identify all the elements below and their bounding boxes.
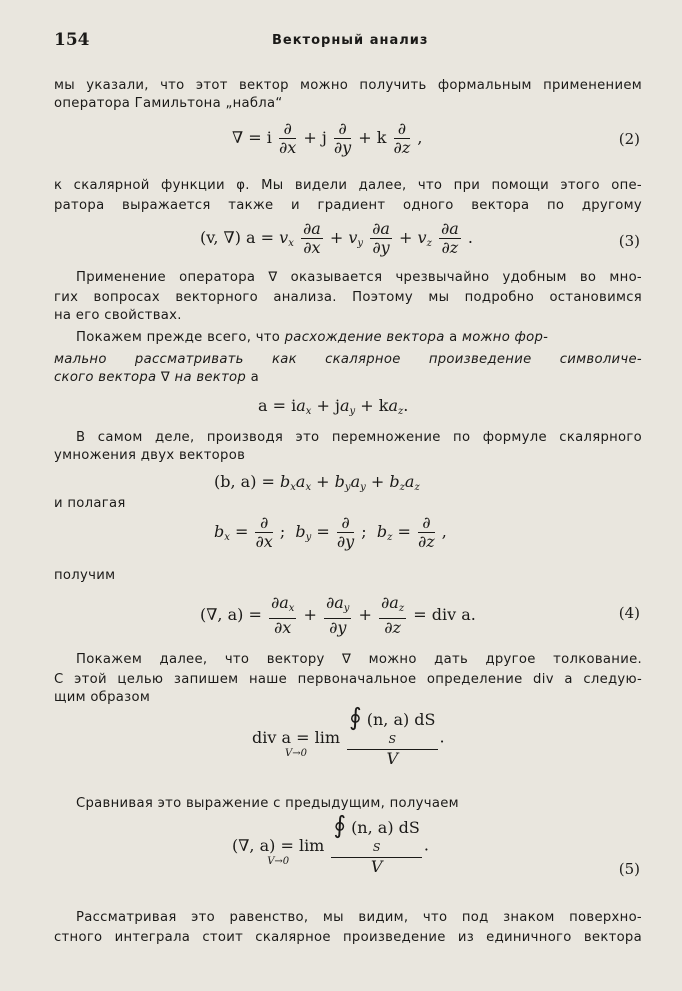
- text-run: a: [444, 330, 462, 345]
- text-run: Покажем прежде всего, что: [76, 330, 285, 345]
- lim-subscript: V→0: [267, 856, 290, 867]
- equation-div-definition: div a = lim V→0 ∮ (n, a) dS S V .: [252, 703, 445, 768]
- surface-subscript: S: [388, 733, 397, 746]
- equation-b-components: $b_x$ = $\frac{\partial}{\partial x}$ ; $b_y$ = $\frac{\partial}{\partial y}$ ; $b_z$ = $\frac{\partial}{\partial z}$ ,: [214, 513, 447, 551]
- text-line: Сравнивая это выражение с предыдущим, получаем: [76, 796, 459, 811]
- lim-label: (∇, a) = lim: [232, 836, 325, 855]
- equation-rhs: = div a.: [413, 605, 476, 624]
- emphasis: ского вектора ∇ на вектор: [54, 370, 247, 385]
- emphasis: можно фор-: [461, 330, 549, 345]
- equation-number: (3): [618, 232, 640, 250]
- text-line: Покажем далее, что вектору ∇ можно дать другое толкование.: [76, 652, 642, 667]
- text-line: [76, 330, 548, 345]
- text-line: [54, 370, 259, 385]
- equation-number: (2): [618, 130, 640, 148]
- surface-subscript: S: [372, 841, 381, 854]
- equation-number: (4): [618, 604, 640, 622]
- text-line: ратора выражается также и градиент одного вектора по другому: [54, 198, 642, 213]
- text-line: к скалярной функции φ. Мы видели далее, что при помощи этого опе-: [54, 178, 642, 193]
- equation-nabla-limit: (∇, a) = lim V→0 ∮ (n, a) dS S V .: [232, 811, 429, 876]
- text-line: мально рассматривать как скалярное произведение символиче-: [54, 352, 642, 367]
- text-line: С этой целью запишем наше первоначальное определение div a следую-: [54, 672, 642, 687]
- text-line: стного интеграла стоит скалярное произведение из единичного вектора: [54, 930, 642, 945]
- equation-divergence: (∇, a) = $\frac{\partial a_x}{\partial x}$ + $\frac{\partial a_y}{\partial y}$ + $\frac{\partial a_z}{\partial z}$ = div a.: [200, 593, 476, 637]
- text-line: В самом деле, производя это перемножение по формуле скалярного: [76, 430, 642, 445]
- text-run: a: [246, 370, 259, 385]
- equation-gradient: (v, ∇) $a = v_x$ $\frac{\partial a}{\partial x}$ + $v_y$ $\frac{\partial a}{\partial y}$ + $v_z$ $\frac{\partial a}{\partial z}$ .: [200, 219, 473, 257]
- text-line: получим: [54, 568, 116, 583]
- text-line: и полагая: [54, 496, 126, 511]
- denominator: V: [386, 749, 399, 768]
- text-line: гих вопросах векторного анализа. Поэтому мы подробно остановимся: [54, 290, 642, 305]
- text-line: Применение оператора ∇ оказывается чрезвычайно удобным во мно-: [76, 270, 642, 285]
- text-line: Рассматривая это равенство, мы видим, что под знаком поверхно-: [76, 910, 642, 925]
- denominator: V: [370, 857, 383, 876]
- text-line: щим образом: [54, 690, 151, 705]
- equation-nabla: ∇ = i $\frac{\partial}{\partial x}$ + j $\frac{\partial}{\partial y}$ + k $\frac{\partial}{\partial z}$ ,: [232, 119, 423, 157]
- equation-number: (5): [618, 860, 640, 878]
- text-line: мы указали, что этот вектор можно получить формальным применением: [54, 78, 642, 93]
- text-line: оператора Гамильтона „набла“: [54, 96, 283, 111]
- emphasis: расхождение вектора: [284, 330, 445, 345]
- lim-label: div a = lim: [252, 728, 341, 747]
- page-number: 154: [54, 30, 90, 50]
- integrand: (n, a) dS: [366, 710, 436, 729]
- text-line: на его свойствах.: [54, 308, 182, 323]
- integrand: (n, a) dS: [351, 818, 420, 837]
- text-line: умножения двух векторов: [54, 448, 246, 463]
- equation-vector: $a = ia_x + ja_y + ka_z$.: [258, 396, 409, 417]
- equation-dot-product: (b, $a) = b_xa_x + b_ya_y + b_za_z$: [214, 472, 420, 493]
- running-title: Векторный анализ: [272, 33, 429, 48]
- lim-subscript: V→0: [285, 748, 307, 759]
